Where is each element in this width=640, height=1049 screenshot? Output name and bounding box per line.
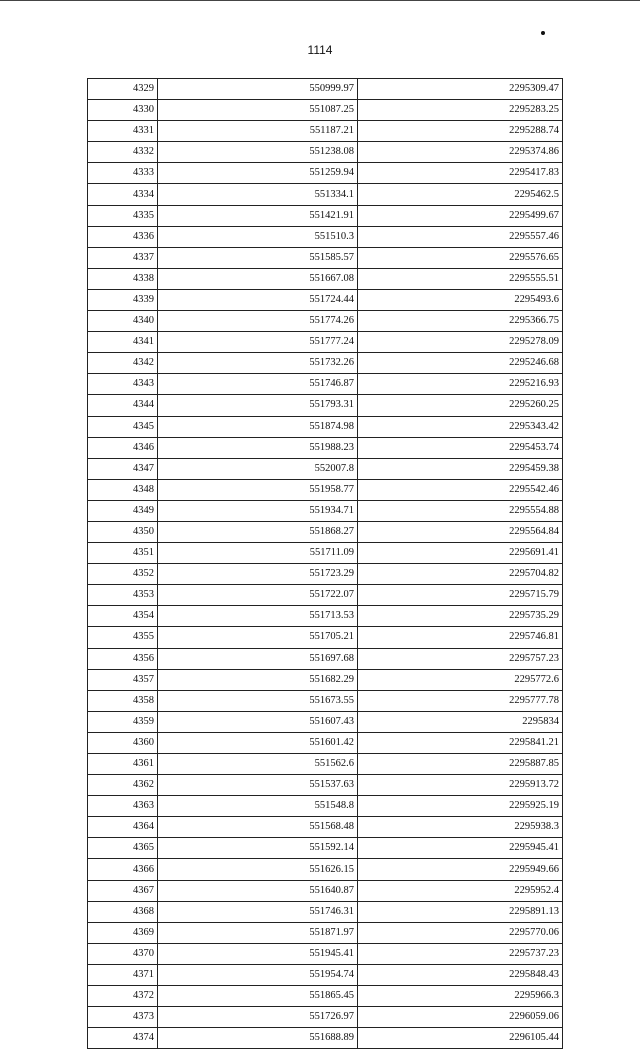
table-row — [88, 1028, 563, 1049]
x-coordinate-cell: 551722.07 — [158, 585, 358, 606]
x-coordinate-cell: 551640.87 — [158, 880, 358, 901]
y-coordinate-cell: 2295925.19 — [358, 796, 563, 817]
y-coordinate-cell: 2295770.06 — [358, 922, 563, 943]
table-row — [88, 922, 563, 943]
table-row — [88, 711, 563, 732]
point-id-cell: 4343 — [88, 374, 158, 395]
y-coordinate-cell: 2295555.51 — [358, 268, 563, 289]
point-id-cell: 4346 — [88, 437, 158, 458]
table-row — [88, 838, 563, 859]
y-coordinate-cell: 2295554.88 — [358, 500, 563, 521]
point-id-cell: 4339 — [88, 289, 158, 310]
table-row — [88, 732, 563, 753]
x-coordinate-cell: 551601.42 — [158, 732, 358, 753]
y-coordinate-cell: 2295417.83 — [358, 163, 563, 184]
x-coordinate-cell: 551697.68 — [158, 648, 358, 669]
table-row — [88, 416, 563, 437]
x-coordinate-cell: 551726.97 — [158, 1007, 358, 1028]
point-id-cell: 4370 — [88, 943, 158, 964]
x-coordinate-cell: 551087.25 — [158, 100, 358, 121]
y-coordinate-cell: 2295564.84 — [358, 521, 563, 542]
table-row — [88, 606, 563, 627]
y-coordinate-cell: 2295278.09 — [358, 332, 563, 353]
table-row — [88, 690, 563, 711]
table-row — [88, 311, 563, 332]
x-coordinate-cell: 551626.15 — [158, 859, 358, 880]
x-coordinate-cell: 551724.44 — [158, 289, 358, 310]
x-coordinate-cell: 551238.08 — [158, 142, 358, 163]
y-coordinate-cell: 2295366.75 — [358, 311, 563, 332]
point-id-cell: 4350 — [88, 521, 158, 542]
y-coordinate-cell: 2295499.67 — [358, 205, 563, 226]
table-row — [88, 226, 563, 247]
point-id-cell: 4352 — [88, 564, 158, 585]
table-row — [88, 100, 563, 121]
point-id-cell: 4340 — [88, 311, 158, 332]
point-id-cell: 4356 — [88, 648, 158, 669]
table-row — [88, 817, 563, 838]
table-row — [88, 880, 563, 901]
y-coordinate-cell: 2296105.44 — [358, 1028, 563, 1049]
point-id-cell: 4359 — [88, 711, 158, 732]
table-row — [88, 332, 563, 353]
point-id-cell: 4372 — [88, 986, 158, 1007]
point-id-cell: 4363 — [88, 796, 158, 817]
y-coordinate-cell: 2295887.85 — [358, 754, 563, 775]
y-coordinate-cell: 2295715.79 — [358, 585, 563, 606]
point-id-cell: 4334 — [88, 184, 158, 205]
x-coordinate-cell: 551777.24 — [158, 332, 358, 353]
y-coordinate-cell: 2295737.23 — [358, 943, 563, 964]
x-coordinate-cell: 551711.09 — [158, 543, 358, 564]
point-id-cell: 4357 — [88, 669, 158, 690]
x-coordinate-cell: 551705.21 — [158, 627, 358, 648]
table-row — [88, 796, 563, 817]
x-coordinate-cell: 551568.48 — [158, 817, 358, 838]
table-row — [88, 205, 563, 226]
y-coordinate-cell: 2295557.46 — [358, 226, 563, 247]
y-coordinate-cell: 2295309.47 — [358, 79, 563, 100]
x-coordinate-cell: 551585.57 — [158, 247, 358, 268]
point-id-cell: 4358 — [88, 690, 158, 711]
table-row — [88, 648, 563, 669]
point-id-cell: 4348 — [88, 479, 158, 500]
point-id-cell: 4374 — [88, 1028, 158, 1049]
table-row — [88, 1007, 563, 1028]
table-row — [88, 521, 563, 542]
y-coordinate-cell: 2295459.38 — [358, 458, 563, 479]
y-coordinate-cell: 2295288.74 — [358, 121, 563, 142]
table-row — [88, 479, 563, 500]
x-coordinate-cell: 551746.87 — [158, 374, 358, 395]
point-id-cell: 4371 — [88, 964, 158, 985]
y-coordinate-cell: 2295777.78 — [358, 690, 563, 711]
table-row — [88, 543, 563, 564]
x-coordinate-cell: 551682.29 — [158, 669, 358, 690]
point-id-cell: 4347 — [88, 458, 158, 479]
x-coordinate-cell: 551510.3 — [158, 226, 358, 247]
y-coordinate-cell: 2295945.41 — [358, 838, 563, 859]
point-id-cell: 4355 — [88, 627, 158, 648]
point-id-cell: 4333 — [88, 163, 158, 184]
point-id-cell: 4368 — [88, 901, 158, 922]
y-coordinate-cell: 2295848.43 — [358, 964, 563, 985]
x-coordinate-cell: 551259.94 — [158, 163, 358, 184]
y-coordinate-cell: 2295913.72 — [358, 775, 563, 796]
x-coordinate-cell: 551958.77 — [158, 479, 358, 500]
y-coordinate-cell: 2295576.65 — [358, 247, 563, 268]
x-coordinate-cell: 551868.27 — [158, 521, 358, 542]
x-coordinate-cell: 551607.43 — [158, 711, 358, 732]
y-coordinate-cell: 2295246.68 — [358, 353, 563, 374]
x-coordinate-cell: 551673.55 — [158, 690, 358, 711]
point-id-cell: 4342 — [88, 353, 158, 374]
table-row — [88, 901, 563, 922]
point-id-cell: 4338 — [88, 268, 158, 289]
table-row — [88, 184, 563, 205]
point-id-cell: 4341 — [88, 332, 158, 353]
table-row — [88, 79, 563, 100]
x-coordinate-cell: 551774.26 — [158, 311, 358, 332]
table-row — [88, 374, 563, 395]
y-coordinate-cell: 2295691.41 — [358, 543, 563, 564]
y-coordinate-cell: 2295493.6 — [358, 289, 563, 310]
table-row — [88, 775, 563, 796]
y-coordinate-cell: 2295283.25 — [358, 100, 563, 121]
y-coordinate-cell: 2295343.42 — [358, 416, 563, 437]
y-coordinate-cell: 2295453.74 — [358, 437, 563, 458]
x-coordinate-cell: 551874.98 — [158, 416, 358, 437]
table-row — [88, 395, 563, 416]
table-row — [88, 247, 563, 268]
scan-dot-mark — [541, 31, 545, 35]
point-id-cell: 4336 — [88, 226, 158, 247]
point-id-cell: 4335 — [88, 205, 158, 226]
table-row — [88, 437, 563, 458]
y-coordinate-cell: 2295735.29 — [358, 606, 563, 627]
table-row — [88, 754, 563, 775]
y-coordinate-cell: 2295216.93 — [358, 374, 563, 395]
y-coordinate-cell: 2295746.81 — [358, 627, 563, 648]
point-id-cell: 4354 — [88, 606, 158, 627]
y-coordinate-cell: 2295834 — [358, 711, 563, 732]
x-coordinate-cell: 551334.1 — [158, 184, 358, 205]
y-coordinate-cell: 2295966.3 — [358, 986, 563, 1007]
x-coordinate-cell: 551934.71 — [158, 500, 358, 521]
point-id-cell: 4351 — [88, 543, 158, 564]
point-id-cell: 4367 — [88, 880, 158, 901]
table-row — [88, 564, 563, 585]
point-id-cell: 4331 — [88, 121, 158, 142]
x-coordinate-cell: 551732.26 — [158, 353, 358, 374]
y-coordinate-cell: 2295757.23 — [358, 648, 563, 669]
x-coordinate-cell: 551723.29 — [158, 564, 358, 585]
x-coordinate-cell: 551592.14 — [158, 838, 358, 859]
point-id-cell: 4349 — [88, 500, 158, 521]
x-coordinate-cell: 551954.74 — [158, 964, 358, 985]
x-coordinate-cell: 552007.8 — [158, 458, 358, 479]
x-coordinate-cell: 551562.6 — [158, 754, 358, 775]
y-coordinate-cell: 2295841.21 — [358, 732, 563, 753]
y-coordinate-cell: 2295772.6 — [358, 669, 563, 690]
table-row — [88, 142, 563, 163]
page-top-border — [0, 0, 640, 1]
table-row — [88, 669, 563, 690]
x-coordinate-cell: 551548.8 — [158, 796, 358, 817]
coordinates-table-body — [88, 79, 563, 1049]
table-row — [88, 458, 563, 479]
point-id-cell: 4366 — [88, 859, 158, 880]
y-coordinate-cell: 2295704.82 — [358, 564, 563, 585]
point-id-cell: 4365 — [88, 838, 158, 859]
point-id-cell: 4353 — [88, 585, 158, 606]
y-coordinate-cell: 2295374.86 — [358, 142, 563, 163]
table-row — [88, 353, 563, 374]
point-id-cell: 4329 — [88, 79, 158, 100]
x-coordinate-cell: 550999.97 — [158, 79, 358, 100]
x-coordinate-cell: 551537.63 — [158, 775, 358, 796]
y-coordinate-cell: 2295542.46 — [358, 479, 563, 500]
point-id-cell: 4360 — [88, 732, 158, 753]
point-id-cell: 4345 — [88, 416, 158, 437]
table-row — [88, 500, 563, 521]
point-id-cell: 4361 — [88, 754, 158, 775]
x-coordinate-cell: 551871.97 — [158, 922, 358, 943]
table-row — [88, 964, 563, 985]
coordinates-table — [87, 78, 563, 1049]
point-id-cell: 4330 — [88, 100, 158, 121]
table-row — [88, 627, 563, 648]
y-coordinate-cell: 2296059.06 — [358, 1007, 563, 1028]
y-coordinate-cell: 2295462.5 — [358, 184, 563, 205]
x-coordinate-cell: 551688.89 — [158, 1028, 358, 1049]
x-coordinate-cell: 551793.31 — [158, 395, 358, 416]
table-row — [88, 163, 563, 184]
table-row — [88, 943, 563, 964]
page-number: 1114 — [307, 43, 333, 57]
y-coordinate-cell: 2295260.25 — [358, 395, 563, 416]
table-row — [88, 289, 563, 310]
table-row — [88, 585, 563, 606]
point-id-cell: 4332 — [88, 142, 158, 163]
point-id-cell: 4364 — [88, 817, 158, 838]
x-coordinate-cell: 551945.41 — [158, 943, 358, 964]
x-coordinate-cell: 551667.08 — [158, 268, 358, 289]
y-coordinate-cell: 2295938.3 — [358, 817, 563, 838]
table-row — [88, 268, 563, 289]
x-coordinate-cell: 551421.91 — [158, 205, 358, 226]
point-id-cell: 4362 — [88, 775, 158, 796]
y-coordinate-cell: 2295891.13 — [358, 901, 563, 922]
y-coordinate-cell: 2295952.4 — [358, 880, 563, 901]
x-coordinate-cell: 551746.31 — [158, 901, 358, 922]
point-id-cell: 4373 — [88, 1007, 158, 1028]
x-coordinate-cell: 551187.21 — [158, 121, 358, 142]
y-coordinate-cell: 2295949.66 — [358, 859, 563, 880]
point-id-cell: 4337 — [88, 247, 158, 268]
x-coordinate-cell: 551713.53 — [158, 606, 358, 627]
table-row — [88, 859, 563, 880]
x-coordinate-cell: 551988.23 — [158, 437, 358, 458]
x-coordinate-cell: 551865.45 — [158, 986, 358, 1007]
point-id-cell: 4344 — [88, 395, 158, 416]
point-id-cell: 4369 — [88, 922, 158, 943]
table-row — [88, 121, 563, 142]
table-row — [88, 986, 563, 1007]
